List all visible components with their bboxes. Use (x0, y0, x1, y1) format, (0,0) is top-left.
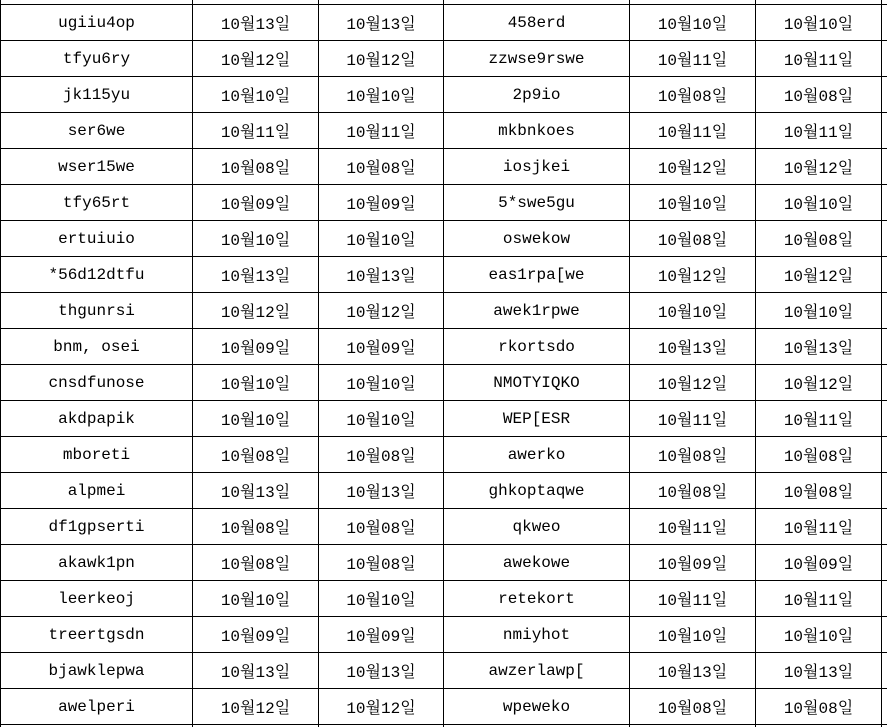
table-edge-stub-cell (882, 509, 887, 545)
table-cell-id-right[interactable]: nmiyhot (444, 617, 630, 653)
table-edge-stub-cell (882, 293, 887, 329)
table-edge-stub-cell (882, 77, 887, 113)
table-cell-date-right-1[interactable]: 10월11일 (630, 401, 756, 437)
table-cell-date-left-1[interactable]: 10월10일 (193, 365, 319, 401)
table-row (1, 5, 887, 41)
table-edge-stub-cell (882, 437, 887, 473)
table-cell-date-right-1[interactable]: 10월12일 (630, 257, 756, 293)
table-edge-stub-cell (882, 473, 887, 509)
table-cell-date-left-2[interactable]: 10월13일 (319, 473, 444, 509)
table-cell-date-left-1[interactable]: 10월08일 (193, 437, 319, 473)
table-row (1, 689, 887, 725)
table-cell-id-right[interactable]: awek1rpwe (444, 293, 630, 329)
table-cell-id-left[interactable]: alpmei (1, 473, 193, 509)
table-cell-date-left-2[interactable]: 10월13일 (319, 257, 444, 293)
table-row (1, 329, 887, 365)
table-cell-id-right[interactable]: retekort (444, 581, 630, 617)
table-cell-id-left[interactable]: awelperi (1, 689, 193, 725)
table-cell-date-right-2[interactable]: 10월10일 (756, 185, 882, 221)
table-cell-date-left-2[interactable]: 10월10일 (319, 221, 444, 257)
table-cell-date-right-1[interactable]: 10월13일 (630, 329, 756, 365)
table-cell-date-left-2[interactable]: 10월10일 (319, 365, 444, 401)
table-cell-date-right-2[interactable]: 10월13일 (756, 653, 882, 689)
table-row (1, 41, 887, 77)
table-edge-stub-cell (882, 221, 887, 257)
table-cell-date-left-1[interactable]: 10월12일 (193, 689, 319, 725)
table-cell-date-right-1[interactable]: 10월13일 (630, 653, 756, 689)
table-row (1, 437, 887, 473)
table-cell-date-right-2[interactable]: 10월12일 (756, 257, 882, 293)
table-cell-date-left-1[interactable]: 10월11일 (193, 113, 319, 149)
table-cell-date-left-2[interactable]: 10월08일 (319, 545, 444, 581)
table-cell-id-left[interactable]: leerkeoj (1, 581, 193, 617)
table-cell-id-right[interactable]: zzwse9rswe (444, 41, 630, 77)
table-cell-id-left[interactable]: wser15we (1, 149, 193, 185)
table-row (1, 617, 887, 653)
table-cell-id-right[interactable]: NMOTYIQKO (444, 365, 630, 401)
table-cell-date-left-1[interactable]: 10월08일 (193, 509, 319, 545)
table-edge-stub-cell (882, 653, 887, 689)
table-cell-id-right[interactable]: 458erd (444, 5, 630, 41)
table-cell-date-left-2[interactable]: 10월12일 (319, 41, 444, 77)
table-cell-date-right-1[interactable]: 10월10일 (630, 185, 756, 221)
table-cell-date-right-1[interactable]: 10월08일 (630, 77, 756, 113)
table-cell-date-right-2[interactable]: 10월12일 (756, 365, 882, 401)
table-cell-date-left-1[interactable]: 10월10일 (193, 581, 319, 617)
table-cell-date-left-1[interactable]: 10월09일 (193, 329, 319, 365)
table-cell-date-right-2[interactable]: 10월08일 (756, 221, 882, 257)
table-edge-stub-cell (882, 113, 887, 149)
table-cell-date-left-1[interactable]: 10월13일 (193, 473, 319, 509)
table-cell-id-right[interactable]: oswekow (444, 221, 630, 257)
table-cell-id-right[interactable]: qkweo (444, 509, 630, 545)
table-cell-id-left[interactable]: ser6we (1, 113, 193, 149)
table-cell-date-left-1[interactable]: 10월10일 (193, 221, 319, 257)
table-cell-date-right-2[interactable]: 10월10일 (756, 617, 882, 653)
table-cell-date-right-1[interactable]: 10월11일 (630, 581, 756, 617)
table-cell-id-left[interactable]: treertgsdn (1, 617, 193, 653)
table-cell-date-left-2[interactable]: 10월09일 (319, 617, 444, 653)
table-cell-date-right-2[interactable]: 10월11일 (756, 113, 882, 149)
table-cell-date-left-2[interactable]: 10월12일 (319, 689, 444, 725)
table-cell-date-right-2[interactable]: 10월11일 (756, 581, 882, 617)
table-edge-stub-cell (882, 257, 887, 293)
table-edge-stub-cell (882, 365, 887, 401)
table-edge-stub-cell (882, 689, 887, 725)
table-cell-date-left-2[interactable]: 10월08일 (319, 437, 444, 473)
table-cell-date-right-2[interactable]: 10월08일 (756, 473, 882, 509)
table-cell-date-right-2[interactable]: 10월10일 (756, 5, 882, 41)
table-edge-stub-cell (882, 329, 887, 365)
table-cell-date-right-2[interactable]: 10월08일 (756, 437, 882, 473)
table-cell-date-left-1[interactable]: 10월13일 (193, 257, 319, 293)
table-cell-date-right-1[interactable]: 10월11일 (630, 113, 756, 149)
table-row (1, 113, 887, 149)
table-cell-id-right[interactable]: awekowe (444, 545, 630, 581)
table-cell-date-right-1[interactable]: 10월08일 (630, 221, 756, 257)
table-row (1, 77, 887, 113)
table-row (1, 401, 887, 437)
table-edge-stub-cell (882, 185, 887, 221)
table-cell-date-right-1[interactable]: 10월08일 (630, 473, 756, 509)
table-cell-date-left-1[interactable]: 10월09일 (193, 617, 319, 653)
table-cell-date-right-2[interactable]: 10월12일 (756, 149, 882, 185)
table-cell-date-left-1[interactable]: 10월08일 (193, 149, 319, 185)
table-cell-id-left[interactable]: akawk1pn (1, 545, 193, 581)
table-row (1, 257, 887, 293)
table-cell-date-right-2[interactable]: 10월11일 (756, 41, 882, 77)
table-edge-stub-cell (882, 581, 887, 617)
table-cell-date-right-2[interactable]: 10월13일 (756, 329, 882, 365)
table-cell-date-left-1[interactable]: 10월08일 (193, 545, 319, 581)
table-cell-date-right-1[interactable]: 10월08일 (630, 689, 756, 725)
table-cell-id-left[interactable]: *56d12dtfu (1, 257, 193, 293)
table-row (1, 473, 887, 509)
table-cell-id-left[interactable]: tfyu6ry (1, 41, 193, 77)
table-cell-id-left[interactable]: bnm, osei (1, 329, 193, 365)
table-cell-date-right-1[interactable]: 10월09일 (630, 545, 756, 581)
table-cell-date-left-2[interactable]: 10월13일 (319, 5, 444, 41)
table-cell-date-right-1[interactable]: 10월12일 (630, 149, 756, 185)
table-cell-id-right[interactable]: wpeweko (444, 689, 630, 725)
table-cell-id-left[interactable]: bjawklepwa (1, 653, 193, 689)
table-cell-id-right[interactable]: mkbnkoes (444, 113, 630, 149)
table-cell-id-left[interactable]: jk115yu (1, 77, 193, 113)
table-cell-date-left-2[interactable]: 10월10일 (319, 401, 444, 437)
table-cell-id-right[interactable]: awzerlawp[ (444, 653, 630, 689)
table-cell-date-left-2[interactable]: 10월13일 (319, 653, 444, 689)
table-row (1, 293, 887, 329)
table-edge-stub-cell (882, 5, 887, 41)
table-cell-id-left[interactable]: thgunrsi (1, 293, 193, 329)
table-cell-date-right-2[interactable]: 10월11일 (756, 509, 882, 545)
table-cell-id-right[interactable]: iosjkei (444, 149, 630, 185)
table-cell-id-right[interactable]: WEP[ESR (444, 401, 630, 437)
table-cell-id-left[interactable]: tfy65rt (1, 185, 193, 221)
table-cell-id-right[interactable]: 2p9io (444, 77, 630, 113)
table-cell-date-left-2[interactable]: 10월08일 (319, 509, 444, 545)
table-cell-date-right-1[interactable]: 10월10일 (630, 5, 756, 41)
table-cell-id-right[interactable]: rkortsdo (444, 329, 630, 365)
table-edge-stub-cell (882, 545, 887, 581)
table-cell-id-right[interactable]: 5*swe5gu (444, 185, 630, 221)
table-cell-date-left-2[interactable]: 10월12일 (319, 293, 444, 329)
table-cell-date-right-1[interactable]: 10월10일 (630, 617, 756, 653)
table-row (1, 365, 887, 401)
table-row (1, 581, 887, 617)
table-cell-date-left-1[interactable]: 10월09일 (193, 185, 319, 221)
table-row (1, 653, 887, 689)
table-row (1, 149, 887, 185)
table-cell-date-left-2[interactable]: 10월09일 (319, 185, 444, 221)
table-row (1, 221, 887, 257)
table-cell-id-right[interactable]: eas1rpa[we (444, 257, 630, 293)
table-cell-date-right-1[interactable]: 10월08일 (630, 437, 756, 473)
table-row (1, 185, 887, 221)
table-cell-date-right-2[interactable]: 10월08일 (756, 77, 882, 113)
table-cell-date-left-2[interactable]: 10월09일 (319, 329, 444, 365)
table-cell-date-left-2[interactable]: 10월08일 (319, 149, 444, 185)
table-edge-stub-cell (882, 41, 887, 77)
table-cell-date-right-2[interactable]: 10월11일 (756, 401, 882, 437)
table-cell-date-right-2[interactable]: 10월08일 (756, 689, 882, 725)
table-body (1, 0, 887, 727)
table-edge-stub-cell (882, 617, 887, 653)
table-cell-date-left-1[interactable]: 10월10일 (193, 401, 319, 437)
table-cell-id-right[interactable]: ghkoptaqwe (444, 473, 630, 509)
table-cell-id-left[interactable]: mboreti (1, 437, 193, 473)
table-cell-date-left-1[interactable]: 10월13일 (193, 5, 319, 41)
table-cell-date-left-1[interactable]: 10월13일 (193, 653, 319, 689)
table-cell-id-left[interactable]: akdpapik (1, 401, 193, 437)
table-cell-date-right-1[interactable]: 10월11일 (630, 509, 756, 545)
table-cell-id-left[interactable]: df1gpserti (1, 509, 193, 545)
table-cell-date-right-1[interactable]: 10월12일 (630, 365, 756, 401)
table-cell-date-right-2[interactable]: 10월10일 (756, 293, 882, 329)
table-cell-id-left[interactable]: ugiiu4op (1, 5, 193, 41)
table-edge-stub-cell (882, 149, 887, 185)
table-cell-date-left-2[interactable]: 10월10일 (319, 581, 444, 617)
table-cell-date-right-1[interactable]: 10월11일 (630, 41, 756, 77)
table-cell-date-left-1[interactable]: 10월12일 (193, 293, 319, 329)
table-cell-date-left-2[interactable]: 10월11일 (319, 113, 444, 149)
table-cell-date-right-2[interactable]: 10월09일 (756, 545, 882, 581)
table-edge-stub-cell (882, 401, 887, 437)
table-cell-date-right-1[interactable]: 10월10일 (630, 293, 756, 329)
table-cell-date-left-1[interactable]: 10월12일 (193, 41, 319, 77)
table-row (1, 545, 887, 581)
table-cell-id-left[interactable]: ertuiuio (1, 221, 193, 257)
table-cell-id-right[interactable]: awerko (444, 437, 630, 473)
table-cell-id-left[interactable]: cnsdfunose (1, 365, 193, 401)
table-cell-date-left-1[interactable]: 10월10일 (193, 77, 319, 113)
table-row (1, 509, 887, 545)
table-cell-date-left-2[interactable]: 10월10일 (319, 77, 444, 113)
